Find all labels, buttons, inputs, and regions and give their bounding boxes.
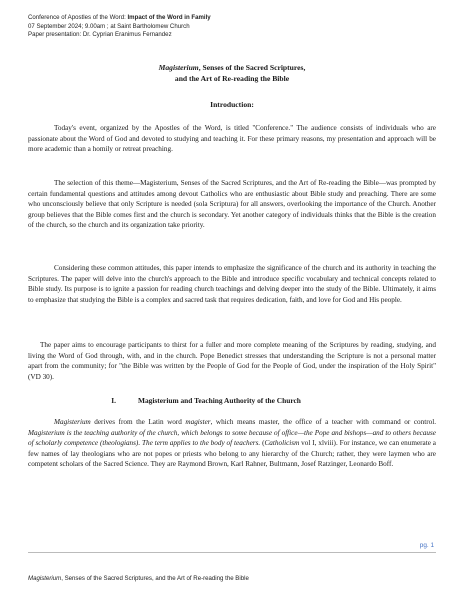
paragraph-intro-1: Today's event, organized by the Apostles of the Word, is titled "Conference." The audience consists of individuals who are passionate about the Word of God and devoted to studying and teaching it. For these primary reasons, my presentation and approach will be more academic than a homily or retreat preaching. (28, 124, 436, 154)
footer-rest: , Senses of the Sacred Scriptures, and the Art of Re-reading the Bible (61, 575, 249, 582)
page-number: pg. 1 (419, 542, 434, 549)
paragraph-intro-3: Considering these common attitudes, this paper intends to emphasize the significance of the church and its authority in teaching the Scriptures. The paper will delve into the church's approach to the Bible and introduce specific vocabulary and technical concepts related to Bible study. Its purpose is to ignite a passion for reading church teachings and delving deeper into the study of the Bible. Ultimately, it aims to emphasize that studying the Bible is a complex and sacred task that requires dedication, faith, and love for God and His people. (28, 264, 436, 304)
term-magister: magister (185, 418, 211, 426)
section-number: I. (111, 396, 116, 405)
title-italic-word: Magisterium (158, 63, 199, 72)
text-run: , which means master, the office of a teacher with command or control. (210, 418, 436, 426)
paragraph-intro-4: The paper aims to encourage participants to thirst for a fuller and more complete meaning of the Scriptures by reading, studying, and living the Word of God through, with, and in the church. Pope Benedict stresses that understanding the Scripture is not a personal matter apart from the community; for "the Bible was written by the People of God for the People of God, under the inspiration of the Holy Spirit" (VD 30). (28, 341, 436, 381)
section-title: Magisterium and Teaching Authority of the Church (138, 396, 301, 405)
magisterium-definition: Magisterium is the teaching authority of the church, which belongs to some because of office—the Pope and bishops—and to others because of scholarly competence (theologians). The term applies to the body of teachers. (28, 428, 436, 448)
text-run: ( (260, 439, 265, 448)
section-heading (28, 396, 436, 406)
title-line-1 (28, 62, 436, 73)
page-footer (28, 575, 438, 582)
term-magisterium: Magisterium (54, 418, 91, 426)
text-run: vol I, xlviii). For instance, we can enumerate a few names of lay theologians who are not popes or priests who belong to any hierarchy of the Church; rather, they were laymen who are competent scholars of the Sacred Science. They are Raymond Brown, Karl Rahner, Bultmann, Josef Ratzinger, Leonardo Boff. (28, 439, 437, 469)
footer-italic-word: Magisterium (28, 575, 62, 582)
header-conference-label: Conference of Apostles of the Word: (28, 14, 128, 21)
text-run: derives from the Latin word (90, 418, 186, 426)
header-date-line: 07 September 2024; 9.00am ; at Saint Bartholomew Church (28, 22, 190, 30)
header-conference-line (28, 14, 438, 23)
paragraph-intro-2: The selection of this theme—Magisterium, Senses of the Sacred Scriptures, and the Art of Re-reading the Bible—was prompted by certain fundamental questions and attitudes among devout Catholics who are enthusiastic about Bible study and preaching. There are some who unconsciously believe that only Scripture is needed (sola Scriptura) for all answers, overlooking the importance of the Church. Another group believes that the Bible comes first and the church is secondary. Yet another category of individuals thinks that the Bible is the creation of the church, so the church and its organization take priority. (28, 179, 436, 230)
page-header (28, 14, 438, 40)
citation-catholicism: Catholicism (264, 439, 300, 448)
header-presenter-line: Paper presentation: Dr. Cyprian Eranimus Fernandez (28, 31, 172, 39)
introduction-heading: Introduction: (210, 100, 254, 109)
paragraph-magisterium (28, 417, 436, 470)
document-title (28, 62, 436, 84)
title-line-2: and the Art of Re-reading the Bible (174, 74, 290, 83)
header-conference-theme: Impact of the Word in Family (127, 14, 211, 21)
title-line-1-rest: , Senses of the Sacred Scriptures, (198, 63, 306, 72)
footer-divider (28, 552, 436, 553)
